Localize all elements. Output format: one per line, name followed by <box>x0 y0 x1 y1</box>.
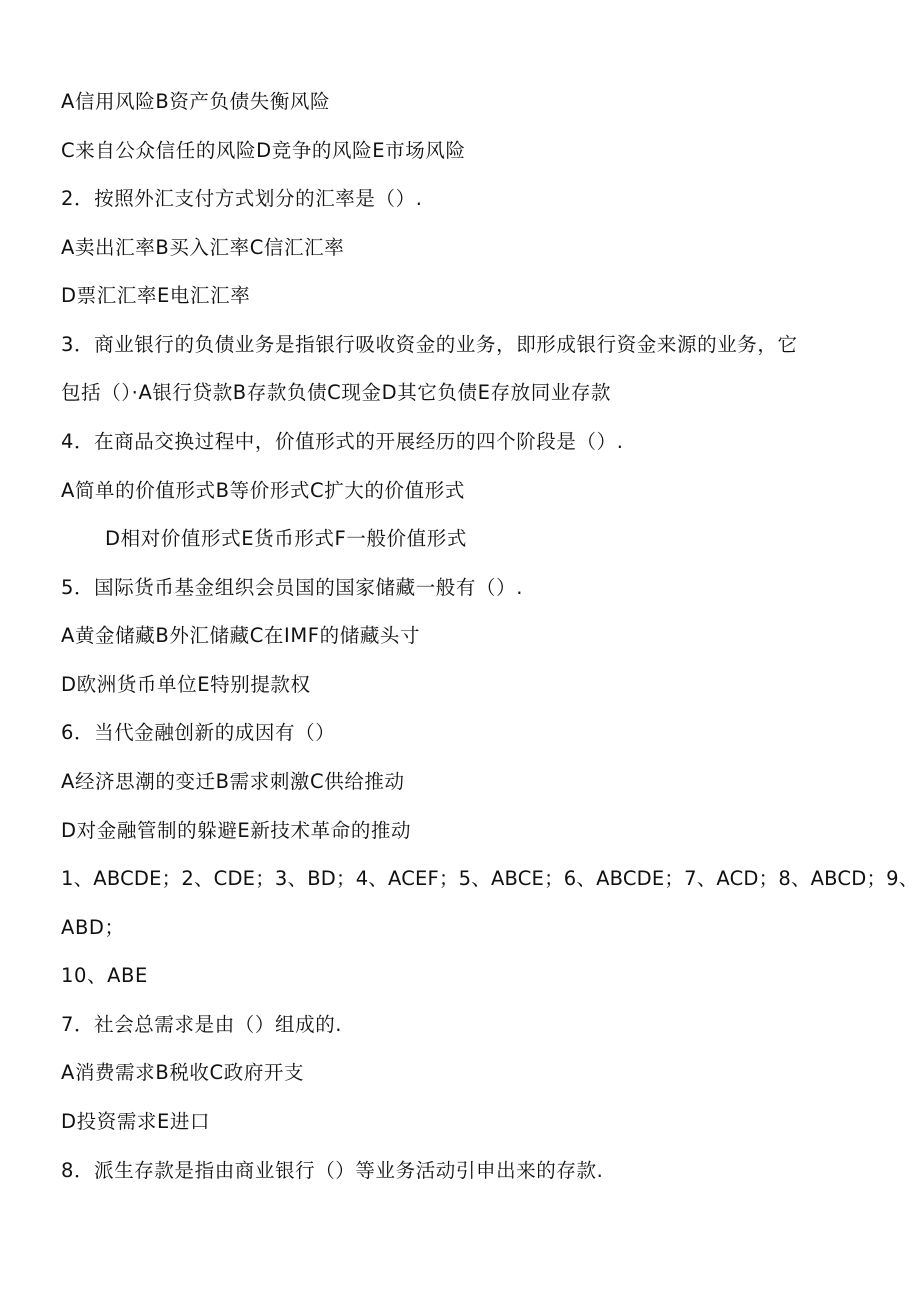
answer-options-line: A消费需求B税收C政府开支 <box>61 1061 305 1084</box>
answer-options-line: A信用风险B资产负债失衡风险 <box>61 90 331 113</box>
answer-key-line: ABD； <box>61 916 125 939</box>
answer-options-line: A经济思潮的变迁B需求刺激C供给推动 <box>61 770 405 793</box>
answer-options-line: A卖出汇率B买入汇率C信汇汇率 <box>61 236 345 259</box>
question-2: 2．按照外汇支付方式划分的汇率是（）. <box>61 187 423 210</box>
answer-options-line: A黄金储藏B外汇储藏C在IMF的储藏头寸 <box>61 624 421 647</box>
answer-options-line: D相对价值形式E货币形式F一般价值形式 <box>105 527 467 550</box>
question-3: 3．商业银行的负债业务是指银行吸收资金的业务，即形成银行资金来源的业务，它 <box>61 333 798 356</box>
answer-options-line: C来自公众信任的风险D竞争的风险E市场风险 <box>61 139 466 162</box>
answer-options-line: A简单的价值形式B等价形式C扩大的价值形式 <box>61 479 465 502</box>
answer-options-line: D对金融管制的躲避E新技术革命的推动 <box>61 819 412 842</box>
answer-key-line: 10、ABE <box>61 964 148 987</box>
question-4: 4．在商品交换过程中，价值形式的开展经历的四个阶段是（）. <box>61 430 624 453</box>
question-7: 7．社会总需求是由（）组成的. <box>61 1013 343 1036</box>
question-5: 5．国际货币基金组织会员国的国家储藏一般有（）. <box>61 576 524 599</box>
question-8: 8．派生存款是指由商业银行（）等业务活动引申出来的存款. <box>61 1159 604 1182</box>
answer-options-line: D欧洲货币单位E特别提款权 <box>61 673 311 696</box>
answer-key-line: 1、ABCDE；2、CDE；3、BD；4、ACEF；5、ABCE；6、ABCDE；7、ACD；8、ABCD；9、 <box>61 867 919 890</box>
answer-options-line: D票汇汇率E电汇汇率 <box>61 284 251 307</box>
question-3-continued: 包括（）·A银行贷款B存款负债C现金D其它负债E存放同业存款 <box>61 381 612 404</box>
question-6: 6．当代金融创新的成因有（） <box>61 721 336 744</box>
answer-options-line: D投资需求E进口 <box>61 1110 211 1133</box>
